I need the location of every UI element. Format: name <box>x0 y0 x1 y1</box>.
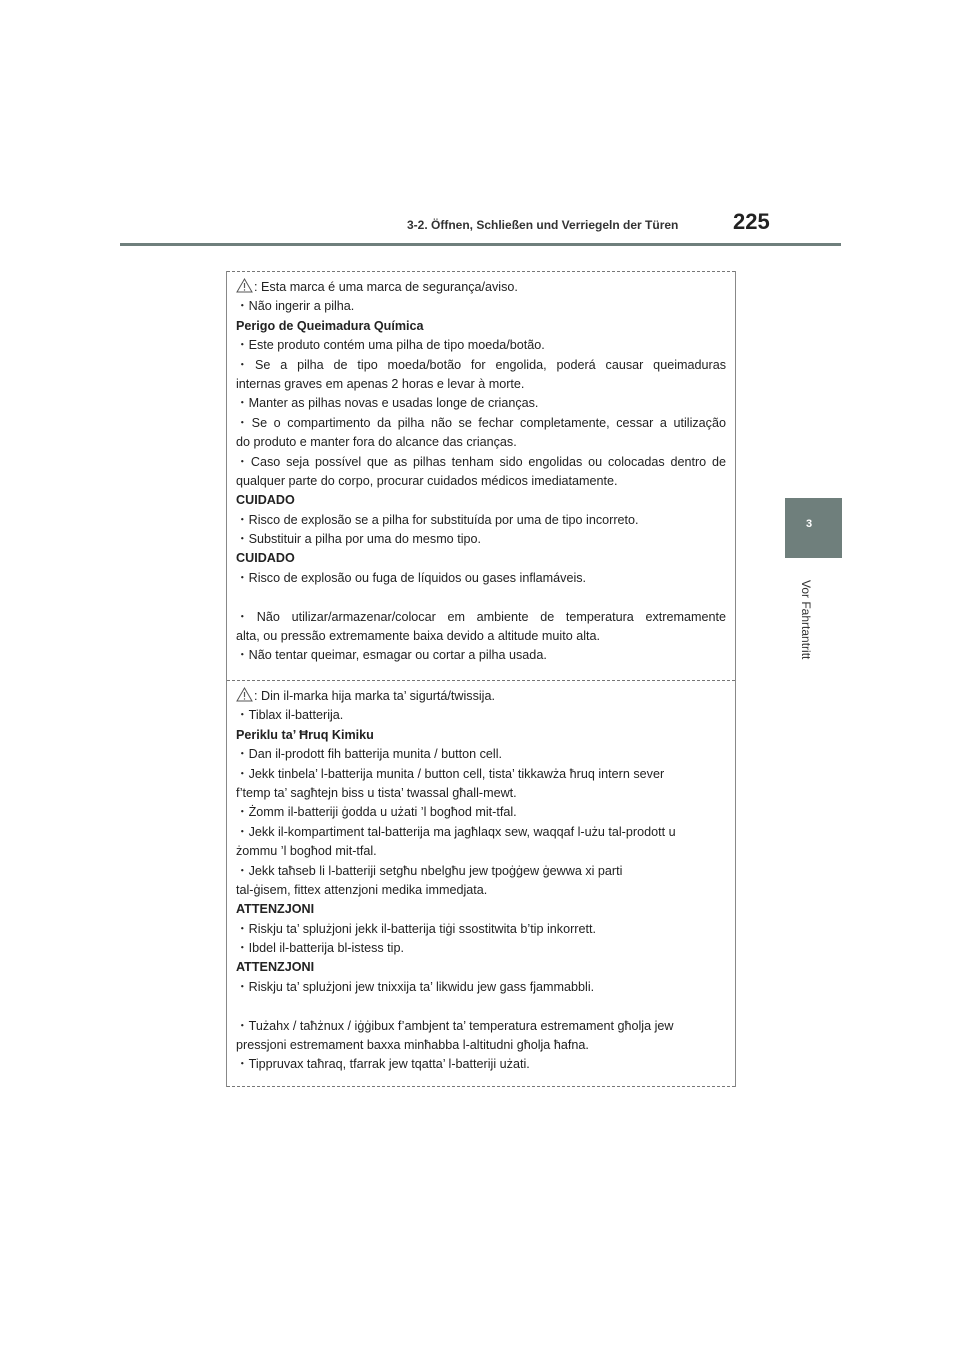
warning-line: alta, ou pressão extremamente baixa devido a altitude muito alta. <box>236 629 601 644</box>
warning-line: ・Risco de explosão ou fuga de líquidos ou gases inflamáveis. <box>236 570 587 585</box>
warning-line: ・Riskju ta’ splużjoni jew tnixxija ta’ likwidu jew gass fjammabbli. <box>236 979 595 994</box>
warning-heading: Perigo de Queimadura Química <box>236 318 424 333</box>
warning-line: ・Tużahx / taħżnux / iġġibux f’ambjent ta’ temperatura estremament għolja jew <box>236 1018 674 1033</box>
warning-line: do produto e manter fora do alcance das crianças. <box>236 435 517 450</box>
portuguese-warning-panel <box>227 271 735 680</box>
maltese-warning-panel <box>227 680 735 1087</box>
warning-line: ・Ibdel il-batterija bl-istess tip. <box>236 941 404 956</box>
warning-mark-text: : Esta marca é uma marca de segurança/aviso. <box>254 280 518 294</box>
portuguese-warning-text <box>236 278 726 666</box>
section-side-label <box>798 580 828 690</box>
warning-line: ・Não utilizar/armazenar/colocar em ambiente de temperatura extremamente <box>236 609 726 624</box>
warning-line: ・Jekk tinbela’ l-batterija munita / button cell, tista’ tikkawża ħruq intern sever <box>236 766 665 781</box>
warning-mark-text: : Din il-marka hija marka ta’ sigurtá/twissija. <box>254 689 495 703</box>
warning-line: ・Riskju ta’ splużjoni jekk il-batterija tiġi ssostitwita b’tip inkorrett. <box>236 921 596 936</box>
warning-line: żommu ’l bogħod mit-tfal. <box>236 844 377 859</box>
warning-line: ・Tiblax il-batterija. <box>236 708 344 723</box>
warning-line: ・Manter as pilhas novas e usadas longe de crianças. <box>236 396 539 411</box>
warning-triangle-icon <box>236 687 253 702</box>
warning-heading: CUIDADO <box>236 493 295 508</box>
warning-line: f’temp ta’ sagħtejn biss u tista’ twassal għall-mewt. <box>236 785 517 800</box>
warning-heading: ATTENZJONI <box>236 902 315 917</box>
warning-heading: CUIDADO <box>236 551 295 566</box>
warning-mark-line <box>236 278 726 297</box>
warning-heading: Periklu ta’ Ħruq Kimiku <box>236 727 374 742</box>
warning-line: ・Żomm il-batteriji ġodda u użati ’l bogħod mit-tfal. <box>236 805 517 820</box>
warning-heading: ATTENZJONI <box>236 960 315 975</box>
blank-line <box>236 997 726 1016</box>
warning-line: internas graves em apenas 2 horas e levar à morte. <box>236 376 525 391</box>
warning-line: pressjoni estremament baxxa minħabba l-altitudni għolja ħafna. <box>236 1038 589 1053</box>
warning-line: ・Jekk il-kompartiment tal-batterija ma jagħlaqx sew, waqqaf l-użu tal-prodott u <box>236 824 676 839</box>
section-label-text: Vor Fahrtantritt <box>799 580 813 660</box>
warning-line: ・Não tentar queimar, esmagar ou cortar a pilha usada. <box>236 648 547 663</box>
chapter-number: 3 <box>806 518 813 530</box>
warning-line: ・Jekk taħseb li l-batteriji setgħu nbelgħu jew tpoġġew ġewwa xi parti <box>236 863 623 878</box>
warning-line: ・Dan il-prodott fih batterija munita / button cell. <box>236 747 502 762</box>
blank-line <box>236 588 726 607</box>
warning-mark-line <box>236 687 726 706</box>
warning-line: qualquer parte do corpo, procurar cuidados médicos imediatamente. <box>236 473 618 488</box>
maltese-warning-text <box>236 687 726 1075</box>
warning-triangle-icon <box>236 278 253 293</box>
warning-line: ・Substituir a pilha por uma do mesmo tipo. <box>236 532 481 547</box>
header-rule <box>120 243 841 246</box>
warning-line: ・Tippruvax taħraq, tfarrak jew tqatta’ l-batteriji użati. <box>236 1057 530 1072</box>
chapter-tab <box>785 498 842 558</box>
warning-line: ・Este produto contém uma pilha de tipo moeda/botão. <box>236 338 545 353</box>
warning-line: ・Não ingerir a pilha. <box>236 299 355 314</box>
warning-line: ・Se o compartimento da pilha não se fechar completamente, cessar a utilização <box>236 415 726 430</box>
chapter-section-title: 3-2. Öffnen, Schließen und Verriegeln der Türen <box>407 218 679 232</box>
warning-line: ・Risco de explosão se a pilha for substituída por uma de tipo incorreto. <box>236 512 639 527</box>
warning-line: ・Se a pilha de tipo moeda/botão for engolida, poderá causar queimaduras <box>236 357 726 372</box>
page-number: 225 <box>733 209 770 234</box>
battery-warning-box <box>226 271 736 1087</box>
warning-line: ・Caso seja possível que as pilhas tenham sido engolidas ou colocadas dentro de <box>236 454 726 469</box>
warning-line: tal-ġisem, fittex attenzjoni medika immedjata. <box>236 882 488 897</box>
